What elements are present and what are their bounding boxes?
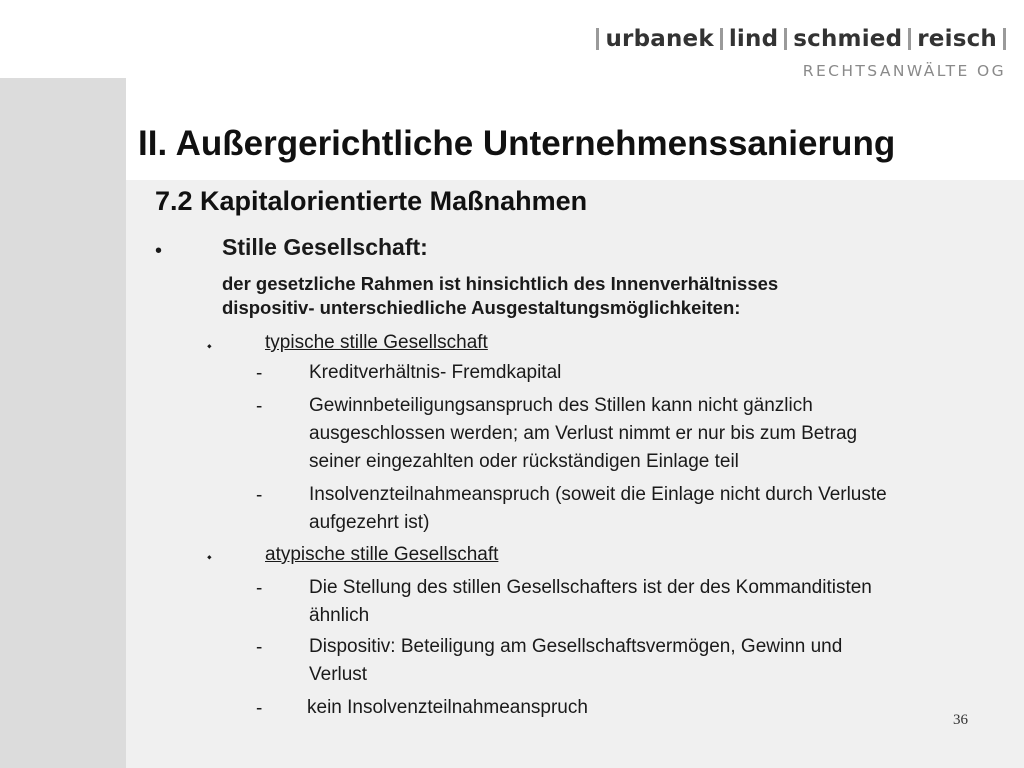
left-gray-band: [0, 78, 126, 768]
dash-marker: -: [256, 363, 263, 384]
intro-line: dispositiv- unterschiedliche Ausgestaltungsmöglichkeiten:: [222, 297, 741, 318]
logo-name-schmied: schmied: [793, 26, 903, 52]
dash-marker: -: [256, 396, 263, 417]
diamond-bullet-icon: ⬩: [207, 549, 212, 564]
list-item-line: kein Insolvenzteilnahmeanspruch: [307, 697, 588, 718]
list-item-line: Die Stellung des stillen Gesellschafters ist der des Kommanditisten: [309, 577, 872, 598]
list-item-line: ähnlich: [309, 605, 370, 626]
list-item-line: seiner eingezahlten oder rückständigen Einlage teil: [309, 451, 739, 472]
list-item: [309, 633, 842, 689]
list-item: [309, 574, 872, 630]
intro-line: der gesetzliche Rahmen ist hinsichtlich des Innenverhältnisses: [222, 273, 779, 294]
list-item: [309, 359, 561, 387]
logo-separator: [720, 28, 723, 50]
diamond-bullet-icon: ⬩: [207, 338, 212, 353]
section-intro: [222, 272, 778, 320]
list-item: [309, 392, 857, 476]
dash-marker: -: [256, 637, 263, 658]
slide-title: II. Außergerichtliche Unternehmenssanierung: [138, 124, 896, 163]
logo-subtitle: RECHTSANWÄLTE OG: [802, 62, 1006, 80]
firm-logo: [596, 26, 1006, 80]
list-item-line: aufgezehrt ist): [309, 512, 430, 533]
logo-name-reisch: reisch: [917, 26, 997, 52]
list-item-line: Gewinnbeteiligungsanspruch des Stillen kann nicht gänzlich: [309, 395, 813, 416]
logo-separator: [1003, 28, 1006, 50]
section-heading: Stille Gesellschaft:: [222, 234, 428, 260]
dash-marker: -: [256, 485, 263, 506]
logo-separator: [908, 28, 911, 50]
dash-marker: -: [256, 698, 263, 719]
list-item: [307, 694, 588, 722]
bullet-icon: •: [155, 240, 163, 262]
list-item-line: Dispositiv: Beteiligung am Gesellschaftsvermögen, Gewinn und: [309, 636, 843, 657]
page-number: 36: [953, 712, 968, 728]
list-item-line: Kreditverhältnis- Fremdkapital: [309, 362, 562, 383]
logo-names: [596, 26, 1006, 52]
subsection-heading-typisch: typische stille Gesellschaft: [265, 332, 488, 353]
list-item-line: Insolvenzteilnahmeanspruch (soweit die Einlage nicht durch Verluste: [309, 484, 887, 505]
list-item: [309, 481, 887, 537]
logo-name-urbanek: urbanek: [605, 26, 714, 52]
list-item-line: Verlust: [309, 664, 368, 685]
slide-subtitle: 7.2 Kapitalorientierte Maßnahmen: [155, 186, 588, 216]
logo-separator: [596, 28, 599, 50]
subsection-heading-atypisch: atypische stille Gesellschaft: [265, 544, 499, 565]
logo-separator: [784, 28, 787, 50]
list-item-line: ausgeschlossen werden; am Verlust nimmt er nur bis zum Betrag: [309, 423, 858, 444]
dash-marker: -: [256, 578, 263, 599]
logo-name-lind: lind: [728, 26, 779, 52]
